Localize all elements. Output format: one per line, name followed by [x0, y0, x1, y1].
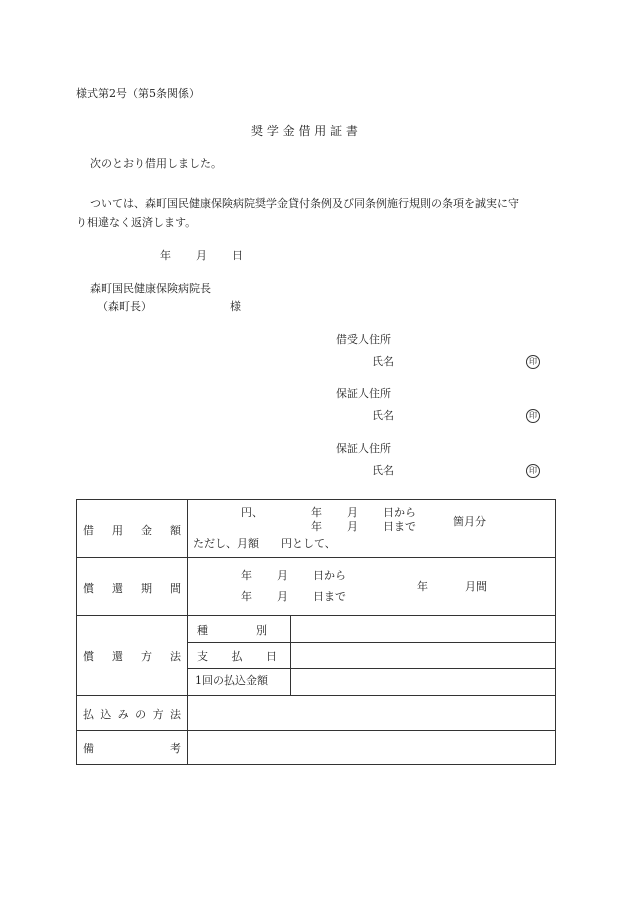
period-total-months: 月間	[465, 580, 487, 593]
loan-to-year: 年	[311, 520, 322, 533]
addressee-honorific: 様	[230, 300, 241, 313]
method-payday-label: 支 払 日	[197, 650, 277, 663]
guarantor2-name-label: 氏名	[372, 464, 394, 477]
row-divider	[77, 615, 555, 616]
date-month: 月	[196, 249, 207, 262]
loan-to-day: 日まで	[383, 520, 416, 533]
form-number: 様式第2号（第5条関係）	[76, 87, 200, 100]
intro-text: 次のとおり借用しました。	[90, 157, 222, 170]
row-divider	[187, 642, 555, 643]
loan-monthly-note: ただし、月額 円として、	[193, 537, 336, 550]
guarantor1-address-label: 保証人住所	[336, 387, 391, 400]
body-text-line1: ついては、森町国民健康保険病院奨学金貸付条例及び同条例施行規則の条項を誠実に守	[90, 197, 519, 210]
repayment-method-label: 償 還 方 法	[83, 650, 181, 663]
loan-yen: 円、	[241, 506, 263, 519]
loan-details-table	[76, 499, 556, 765]
loan-months: 箇月分	[453, 515, 486, 528]
column-divider	[187, 500, 188, 764]
payment-method-label: 払 込 み の 方 法	[83, 708, 181, 721]
borrower-address-label: 借受人住所	[336, 333, 391, 346]
period-from-year: 年	[241, 569, 252, 582]
period-to-year: 年	[241, 590, 252, 603]
remarks-label: 備 考	[83, 742, 181, 755]
guarantor1-name-label: 氏名	[372, 409, 394, 422]
date-day: 日	[232, 249, 243, 262]
period-to-month: 月	[277, 590, 288, 603]
seal-icon: 印	[526, 464, 540, 478]
addressee-alt: （森町長）	[97, 300, 152, 313]
repayment-period-label: 償 還 期 間	[83, 582, 181, 595]
loan-to-month: 月	[347, 520, 358, 533]
seal-icon: 印	[526, 409, 540, 423]
loan-amount-label: 借 用 金 額	[83, 524, 181, 537]
column-divider	[290, 615, 291, 695]
row-divider	[77, 557, 555, 558]
seal-icon: 印	[526, 355, 540, 369]
loan-from-month: 月	[347, 506, 358, 519]
loan-from-day: 日から	[383, 506, 416, 519]
period-from-day: 日から	[313, 569, 346, 582]
period-to-day: 日まで	[313, 590, 346, 603]
method-type-label: 種 別	[197, 624, 267, 637]
guarantor2-address-label: 保証人住所	[336, 442, 391, 455]
addressee-name: 森町国民健康保険病院長	[90, 282, 211, 295]
period-from-month: 月	[277, 569, 288, 582]
method-installment-label: 1回の払込金額	[195, 674, 268, 687]
borrower-name-label: 氏名	[372, 355, 394, 368]
row-divider	[187, 668, 555, 669]
row-divider	[77, 730, 555, 731]
period-total-year: 年	[417, 580, 428, 593]
date-year: 年	[160, 249, 171, 262]
body-text-line2: り相違なく返済します。	[76, 216, 197, 229]
document-title: 奨 学 金 借 用 証 書	[251, 124, 358, 138]
loan-from-year: 年	[311, 506, 322, 519]
row-divider	[77, 695, 555, 696]
